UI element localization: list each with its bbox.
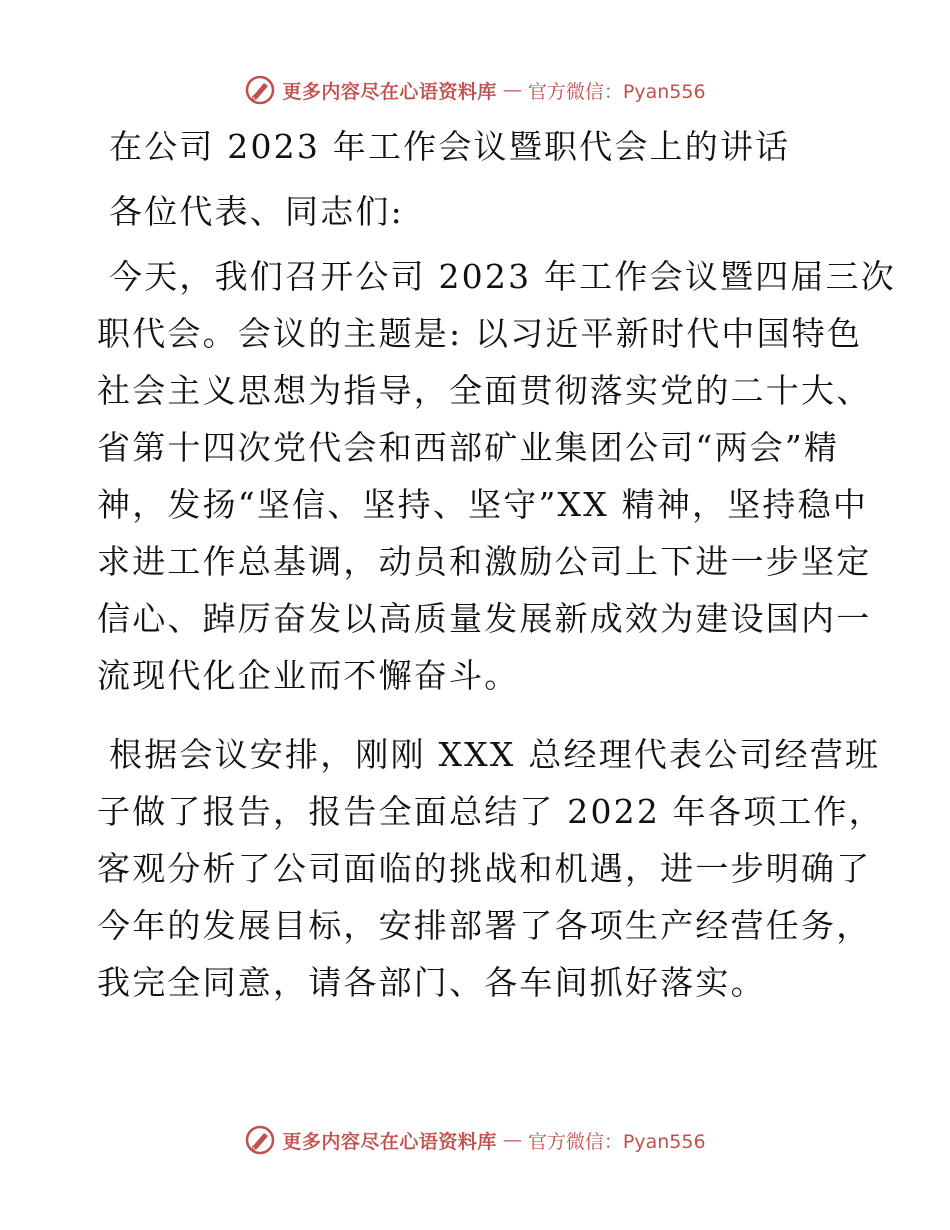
watermark-dash: — — [502, 79, 522, 101]
paragraph-line: 今天，我们召开公司 2023 年工作会议暨四届三次 — [109, 257, 896, 296]
watermark-main-text: 更多内容尽在心语资料库 — [282, 80, 497, 103]
paragraph-line: 子做了报告，报告全面总结了 2022 年各项工作， — [97, 792, 884, 831]
paragraph-line: 神，发扬“坚信、坚持、坚守”XX 精神，坚持稳中 — [97, 485, 869, 524]
paragraph-2 — [97, 726, 884, 1011]
watermark-main-text: 更多内容尽在心语资料库 — [282, 1130, 497, 1153]
paragraph-1 — [97, 248, 896, 704]
paragraph-line: 客观分析了公司面临的挑战和机遇，进一步明确了 — [97, 849, 872, 888]
paragraph-line: 信心、踔厉奋发以高质量发展新成效为建设国内一 — [97, 599, 872, 638]
paragraph-line: 社会主义思想为指导，全面贯彻落实党的二十大、 — [97, 371, 872, 410]
pen-logo-icon — [244, 74, 276, 106]
watermark-sub-text: 官方微信：Pyan556 — [527, 80, 706, 103]
watermark-banner-bottom — [0, 1120, 950, 1160]
paragraph-line: 职代会。会议的主题是: 以习近平新时代中国特色 — [97, 314, 863, 353]
paragraph-line: 我完全同意，请各部门、各车间抓好落实。 — [97, 963, 766, 1002]
watermark-content — [244, 1124, 705, 1156]
watermark-dash: — — [502, 1129, 522, 1151]
paragraph-line: 求进工作总基调，动员和激励公司上下进一步坚定 — [97, 542, 872, 581]
pen-logo-icon — [244, 1124, 276, 1156]
document-body — [97, 118, 896, 1011]
paragraph-line: 流现代化企业而不懈奋斗。 — [97, 656, 520, 695]
watermark-sub-text: 官方微信：Pyan556 — [527, 1130, 706, 1153]
paragraph-line: 根据会议安排，刚刚 XXX 总经理代表公司经营班 — [109, 735, 881, 774]
paragraph-line: 省第十四次党代会和西部矿业集团公司“两会”精 — [97, 428, 840, 467]
paragraph-line: 今年的发展目标，安排部署了各项生产经营任务， — [97, 906, 872, 945]
document-title: 在公司 2023 年工作会议暨职代会上的讲话 — [109, 127, 791, 166]
watermark-content — [244, 74, 705, 106]
watermark-banner-top — [0, 70, 950, 110]
document-greeting: 各位代表、同志们: — [109, 192, 404, 231]
